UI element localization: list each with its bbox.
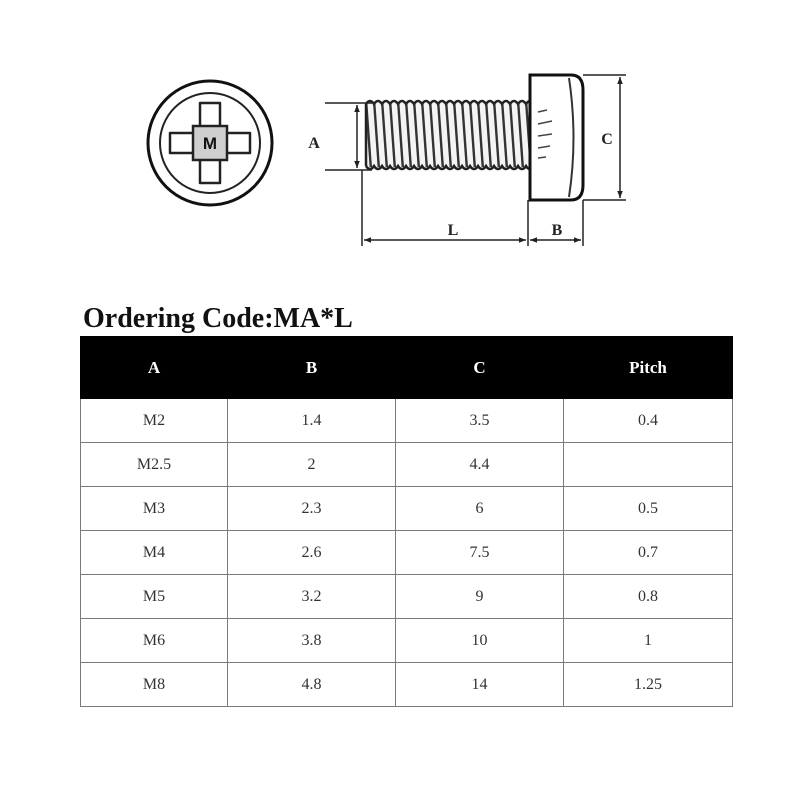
- table-row: [81, 619, 733, 663]
- table-cell-c: 14: [396, 663, 564, 707]
- table-row: [81, 663, 733, 707]
- table-cell-c: 3.5: [396, 399, 564, 443]
- table-cell-a: M8: [81, 663, 228, 707]
- table-cell-pitch: 0.7: [564, 531, 733, 575]
- dimension-a-label: A: [308, 135, 320, 152]
- table-row: [81, 575, 733, 619]
- table-header-row: [81, 337, 733, 399]
- table-cell-c: 7.5: [396, 531, 564, 575]
- page-title: Ordering Code:MA*L: [83, 303, 353, 334]
- table-cell-pitch: [564, 443, 733, 487]
- table-cell-a: M2.5: [81, 443, 228, 487]
- table-cell-a: M5: [81, 575, 228, 619]
- dimension-b-label: B: [551, 222, 563, 239]
- table-cell-pitch: 1: [564, 619, 733, 663]
- table-cell-a: M6: [81, 619, 228, 663]
- table-row: [81, 531, 733, 575]
- table-cell-b: 3.8: [228, 619, 396, 663]
- table-row: [81, 443, 733, 487]
- screw-head-top-view: [148, 81, 272, 205]
- table-header-a: A: [81, 337, 228, 399]
- table-cell-c: 6: [396, 487, 564, 531]
- table-cell-b: 1.4: [228, 399, 396, 443]
- screw-side-view: [365, 75, 583, 200]
- table-row: [81, 487, 733, 531]
- screw-diagram: [0, 0, 800, 290]
- table-cell-c: 10: [396, 619, 564, 663]
- dimension-c-label: C: [601, 131, 613, 148]
- dimension-l-label: L: [447, 222, 459, 239]
- table-cell-pitch: 0.8: [564, 575, 733, 619]
- table-cell-a: M2: [81, 399, 228, 443]
- table-header-pitch: Pitch: [564, 337, 733, 399]
- table-cell-c: 9: [396, 575, 564, 619]
- table-cell-pitch: 0.5: [564, 487, 733, 531]
- table-cell-b: 2.6: [228, 531, 396, 575]
- table-cell-pitch: 0.4: [564, 399, 733, 443]
- screw-thread: [365, 103, 531, 167]
- table-cell-b: 2: [228, 443, 396, 487]
- table-row: [81, 399, 733, 443]
- table-header-b: B: [228, 337, 396, 399]
- screw-head-side: [530, 75, 583, 200]
- table-cell-b: 4.8: [228, 663, 396, 707]
- table-cell-a: M3: [81, 487, 228, 531]
- head-letter: M: [202, 134, 218, 153]
- table-header-c: C: [396, 337, 564, 399]
- table-cell-b: 3.2: [228, 575, 396, 619]
- table-cell-b: 2.3: [228, 487, 396, 531]
- table-cell-c: 4.4: [396, 443, 564, 487]
- spec-table: [80, 336, 733, 707]
- table-cell-pitch: 1.25: [564, 663, 733, 707]
- table-cell-a: M4: [81, 531, 228, 575]
